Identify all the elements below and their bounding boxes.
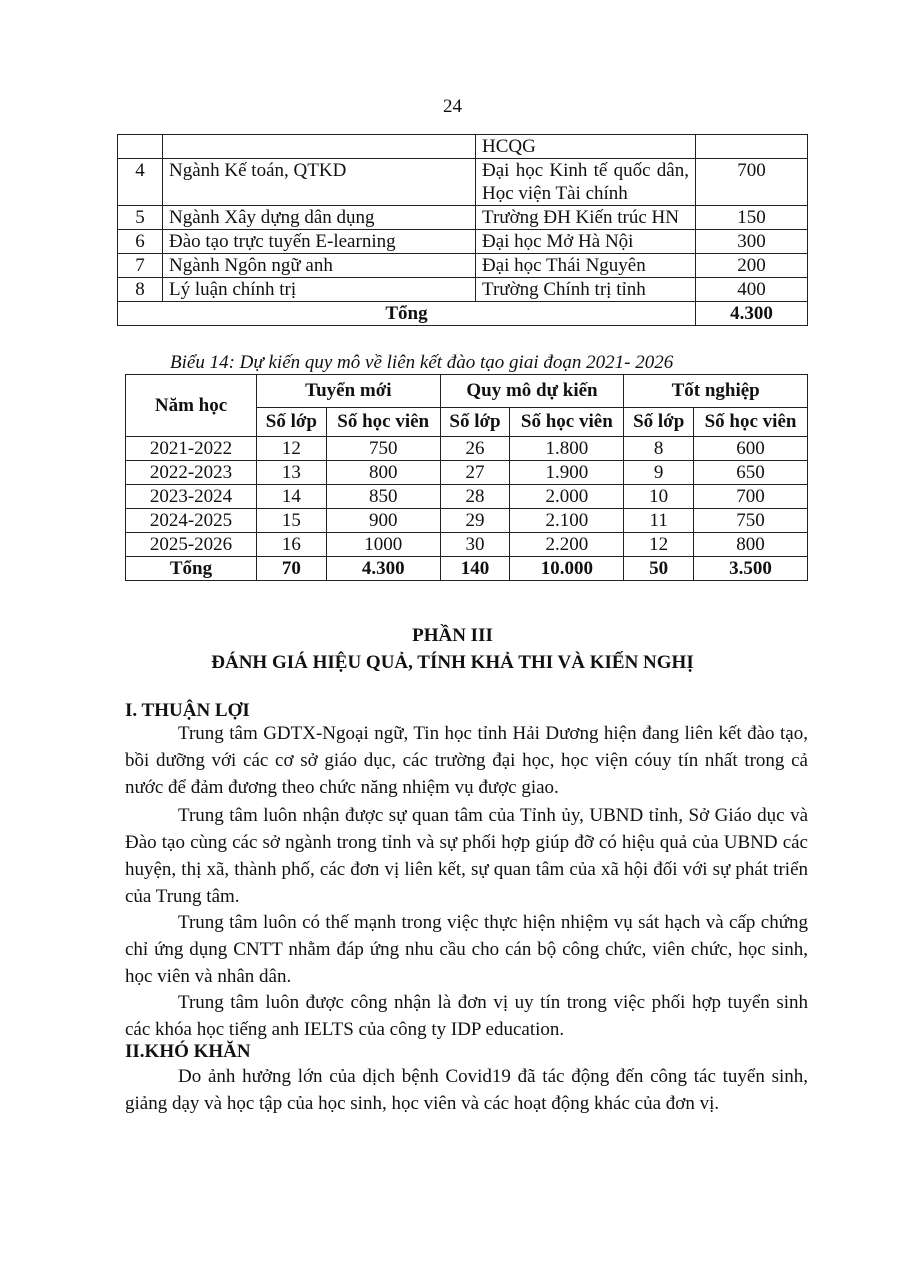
paragraph: Do ảnh hưởng lớn của dịch bệnh Covid19 đã tác động đến công tác tuyển sinh, giảng dạy và học tập của học sinh, học viên và các hoạt động khác của đơn vị. (125, 1066, 808, 1114)
row-number: 7 (118, 254, 163, 278)
table-row (118, 159, 808, 206)
cell: 2.200 (510, 533, 624, 557)
student-count: 150 (696, 206, 808, 230)
cell: 1.800 (510, 437, 624, 461)
cell: 3.500 (694, 557, 808, 581)
partner-institution: Đại học Mở Hà Nội (476, 230, 696, 254)
cell: 850 (326, 485, 440, 509)
sub-header: Số lớp (257, 408, 327, 437)
enrollment-plan-table (125, 374, 808, 581)
group-header: Tốt nghiệp (624, 375, 808, 408)
row-number: 6 (118, 230, 163, 254)
sub-header: Số học viên (510, 408, 624, 437)
cell: 16 (257, 533, 327, 557)
cell: 750 (326, 437, 440, 461)
cell: 650 (694, 461, 808, 485)
row-number: 8 (118, 278, 163, 302)
section-heading: II.KHÓ KHĂN (125, 1041, 251, 1062)
page-number: 24 (443, 96, 462, 117)
cell: 29 (440, 509, 510, 533)
table-row (118, 278, 808, 302)
cell: 26 (440, 437, 510, 461)
cell: 50 (624, 557, 694, 581)
cell: 14 (257, 485, 327, 509)
total-row (126, 557, 808, 581)
cell: 15 (257, 509, 327, 533)
sub-header: Số học viên (326, 408, 440, 437)
cell: 9 (624, 461, 694, 485)
cell: 800 (694, 533, 808, 557)
student-count (696, 135, 808, 159)
total-label: Tổng (126, 557, 257, 581)
cell: 1.900 (510, 461, 624, 485)
cell: 140 (440, 557, 510, 581)
cell: 13 (257, 461, 327, 485)
program-name: Ngành Ngôn ngữ anh (163, 254, 476, 278)
cell: 1000 (326, 533, 440, 557)
cell: 30 (440, 533, 510, 557)
table-row (126, 437, 808, 461)
cell: 800 (326, 461, 440, 485)
paragraph: Trung tâm luôn có thế mạnh trong việc thực hiện nhiệm vụ sát hạch và cấp chứng chỉ ứng dụng CNTT nhằm đáp ứng nhu cầu cho cán bộ công chức, viên chức, học sinh, học viên và nhân dân. (125, 912, 808, 987)
cell: 600 (694, 437, 808, 461)
cell: 28 (440, 485, 510, 509)
year-cell: 2024-2025 (126, 509, 257, 533)
row-number (118, 135, 163, 159)
year-header: Năm học (126, 375, 257, 437)
table-caption: Biểu 14: Dự kiến quy mô về liên kết đào tạo giai đoạn 2021- 2026 (170, 352, 674, 373)
cell: 10.000 (510, 557, 624, 581)
sub-header: Số học viên (694, 408, 808, 437)
cell: 2.100 (510, 509, 624, 533)
partner-institution: Trường Chính trị tỉnh (476, 278, 696, 302)
program-name (163, 135, 476, 159)
paragraph: Trung tâm GDTX-Ngoại ngữ, Tin học tỉnh Hải Dương hiện đang liên kết đào tạo, bồi dưỡng với các cơ sở giáo dục, các trường đại học, học viện cóuy tín nhất trong cả nước để đảm đương theo chức năng nhiệm vụ được giao. (125, 723, 808, 798)
partner-institution: HCQG (476, 135, 696, 159)
student-count: 300 (696, 230, 808, 254)
total-value: 4.300 (696, 302, 808, 326)
year-cell: 2022-2023 (126, 461, 257, 485)
program-name: Ngành Kế toán, QTKD (163, 159, 476, 206)
sub-header: Số lớp (624, 408, 694, 437)
paragraph: Trung tâm luôn nhận được sự quan tâm của Tỉnh ủy, UBND tỉnh, Sở Giáo dục và Đào tạo cùng các sở ngành trong tỉnh và sự phối hợp giúp đỡ có hiệu quả của UBND các huyện, thị xã, thành phố, các đơn vị liên kết, sự quan tâm của xã hội đối với sự phát triển của Trung tâm. (125, 805, 808, 907)
year-cell: 2021-2022 (126, 437, 257, 461)
cell: 70 (257, 557, 327, 581)
row-number: 5 (118, 206, 163, 230)
partner-institution: Đại học Kinh tế quốc dân, Học viện Tài chính (476, 159, 696, 206)
cell: 11 (624, 509, 694, 533)
part-subtitle: ĐÁNH GIÁ HIỆU QUẢ, TÍNH KHẢ THI VÀ KIẾN NGHỊ (211, 652, 694, 673)
table-row (118, 135, 808, 159)
cell: 10 (624, 485, 694, 509)
paragraph: Trung tâm luôn được công nhận là đơn vị uy tín trong việc phối hợp tuyển sinh các khóa học tiếng anh IELTS của công ty IDP education. (125, 992, 808, 1040)
cell: 12 (257, 437, 327, 461)
program-name: Đào tạo trực tuyến E-learning (163, 230, 476, 254)
group-header: Quy mô dự kiến (440, 375, 624, 408)
student-count: 400 (696, 278, 808, 302)
table-row (118, 230, 808, 254)
cell: 2.000 (510, 485, 624, 509)
training-programs-table (117, 134, 808, 326)
cell: 4.300 (326, 557, 440, 581)
cell: 12 (624, 533, 694, 557)
cell: 27 (440, 461, 510, 485)
student-count: 700 (696, 159, 808, 206)
partner-institution: Trường ĐH Kiến trúc HN (476, 206, 696, 230)
table-row (118, 206, 808, 230)
cell: 750 (694, 509, 808, 533)
table-row (126, 533, 808, 557)
table-row (126, 509, 808, 533)
cell: 900 (326, 509, 440, 533)
table-row (118, 254, 808, 278)
program-name: Lý luận chính trị (163, 278, 476, 302)
sub-header: Số lớp (440, 408, 510, 437)
cell: 700 (694, 485, 808, 509)
group-header: Tuyển mới (257, 375, 441, 408)
part-title: PHẦN III (412, 625, 493, 646)
year-cell: 2025-2026 (126, 533, 257, 557)
year-cell: 2023-2024 (126, 485, 257, 509)
student-count: 200 (696, 254, 808, 278)
table-row (126, 461, 808, 485)
partner-institution: Đại học Thái Nguyên (476, 254, 696, 278)
total-row (118, 302, 808, 326)
program-name: Ngành Xây dựng dân dụng (163, 206, 476, 230)
total-label: Tổng (118, 302, 696, 326)
table-row (126, 485, 808, 509)
row-number: 4 (118, 159, 163, 206)
section-heading: I. THUẬN LỢI (125, 700, 250, 721)
cell: 8 (624, 437, 694, 461)
